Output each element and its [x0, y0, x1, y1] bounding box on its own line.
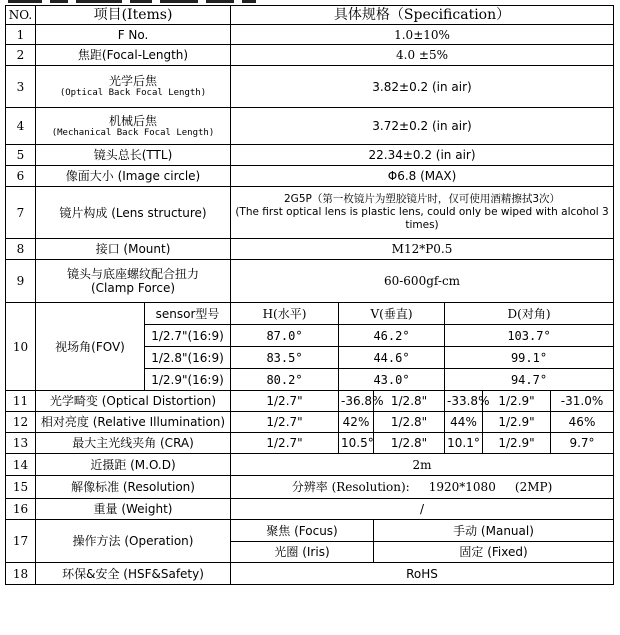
fov-head-v: V(垂直): [339, 303, 445, 325]
spec-value: 3.82±0.2 (in air): [231, 66, 614, 108]
row-1: [6, 25, 614, 45]
spec-value: 4.0 ±5%: [231, 45, 614, 66]
sensor-cell: 1/2.7": [231, 433, 339, 454]
fov-sensor: 1/2.9"(16:9): [145, 369, 231, 391]
row-8: [6, 239, 614, 260]
row-18: [6, 563, 614, 585]
spec-value: 2m: [231, 454, 614, 476]
item-label-en: (Clamp Force): [90, 281, 176, 295]
item-label: 镜头总长(TTL): [36, 145, 231, 166]
fov-h: 87.0°: [231, 325, 339, 347]
spec-value: 3.72±0.2 (in air): [231, 108, 614, 145]
row-3: [6, 66, 614, 108]
header-row: [6, 6, 614, 25]
item-label: 操作方法 (Operation): [36, 520, 231, 563]
row-no: 16: [6, 499, 36, 520]
spec-value: M12*P0.5: [231, 239, 614, 260]
sensor-cell: 1/2.7": [231, 412, 339, 433]
row-2: [6, 45, 614, 66]
spec-value: [231, 476, 614, 499]
fov-v: 44.6°: [339, 347, 445, 369]
spec-table: [5, 5, 614, 585]
row-4: [6, 108, 614, 145]
sensor-cell: 1/2.9": [483, 412, 551, 433]
iris-value: 固定 (Fixed): [374, 542, 614, 563]
value-cell: -33.8%: [445, 391, 483, 412]
fov-v: 46.2°: [339, 325, 445, 347]
header-no: NO.: [6, 6, 36, 25]
row-7: [6, 187, 614, 239]
fov-head-h: H(水平): [231, 303, 339, 325]
item-label: 光学畸变 (Optical Distortion): [36, 391, 231, 412]
resolution-label: 分辨率 (Resolution):: [291, 480, 410, 494]
item-label-en: (Mechanical Back Focal Length): [51, 127, 215, 138]
row-no: 7: [6, 187, 36, 239]
row-no: 15: [6, 476, 36, 499]
fov-sensor: 1/2.7"(16:9): [145, 325, 231, 347]
row-no: 8: [6, 239, 36, 260]
item-label: F No.: [36, 25, 231, 45]
item-label: 镜片构成 (Lens structure): [36, 187, 231, 239]
row-no: 3: [6, 66, 36, 108]
row-16: [6, 499, 614, 520]
value-cell: -36.8%: [339, 391, 374, 412]
value-cell: 42%: [339, 412, 374, 433]
row-no: 18: [6, 563, 36, 585]
row-no: 17: [6, 520, 36, 563]
spec-value-cn: 2G5P（第一枚镜片为塑胶镜片时，仅可使用酒精擦拭3次）: [284, 193, 561, 205]
row-no: 4: [6, 108, 36, 145]
row-9: [6, 260, 614, 303]
row-no: 14: [6, 454, 36, 476]
fov-head-sensor: sensor型号: [145, 303, 231, 325]
value-cell: -31.0%: [551, 391, 614, 412]
header-items: 项目(Items): [36, 6, 231, 25]
row-5: [6, 145, 614, 166]
sensor-cell: 1/2.9": [483, 433, 551, 454]
fov-d: 103.7°: [445, 325, 614, 347]
item-label-cn: 光学后焦: [109, 74, 158, 88]
row-14: [6, 454, 614, 476]
sensor-cell: 1/2.8": [374, 433, 445, 454]
row-6: [6, 166, 614, 187]
spec-value: Φ6.8 (MAX): [231, 166, 614, 187]
item-label: [36, 260, 231, 303]
spec-value: 1.0±10%: [231, 25, 614, 45]
resolution-mp: (2MP): [514, 480, 553, 494]
item-label: 像面大小 (Image circle): [36, 166, 231, 187]
value-cell: 9.7°: [551, 433, 614, 454]
item-label-en: (Optical Back Focal Length): [59, 88, 207, 98]
item-label: 接口 (Mount): [36, 239, 231, 260]
spec-value: 22.34±0.2 (in air): [231, 145, 614, 166]
row-no: 10: [6, 303, 36, 391]
row-12: [6, 412, 614, 433]
item-label: 解像标准 (Resolution): [36, 476, 231, 499]
cropped-text-strip: [0, 0, 620, 4]
row-no: 11: [6, 391, 36, 412]
row-no: 9: [6, 260, 36, 303]
fov-h: 83.5°: [231, 347, 339, 369]
item-label: 重量 (Weight): [36, 499, 231, 520]
row-no: 5: [6, 145, 36, 166]
item-label: 相对亮度 (Relative Illumination): [36, 412, 231, 433]
spec-value: [231, 187, 614, 239]
item-label: [36, 108, 231, 145]
fov-sensor: 1/2.8"(16:9): [145, 347, 231, 369]
fov-h: 80.2°: [231, 369, 339, 391]
sensor-cell: 1/2.9": [483, 391, 551, 412]
fov-d: 94.7°: [445, 369, 614, 391]
value-cell: 46%: [551, 412, 614, 433]
spec-value-en: (The first optical lens is plastic lens, could only be wiped with alcohol 3 times): [235, 206, 609, 231]
row-no: 1: [6, 25, 36, 45]
spec-value: 60-600gf-cm: [231, 260, 614, 303]
row-17: [6, 520, 614, 542]
row-no: 13: [6, 433, 36, 454]
spec-value: RoHS: [231, 563, 614, 585]
row-11: [6, 391, 614, 412]
item-label: 焦距(Focal-Length): [36, 45, 231, 66]
focus-value: 手动 (Manual): [374, 520, 614, 542]
row-13: [6, 433, 614, 454]
item-label: 近摄距 (M.O.D): [36, 454, 231, 476]
header-spec: 具体规格（Specification）: [231, 6, 614, 25]
value-cell: 10.5°: [339, 433, 374, 454]
sensor-cell: 1/2.8": [374, 391, 445, 412]
item-label: [36, 66, 231, 108]
iris-label: 光圈 (Iris): [231, 542, 374, 563]
spec-value: /: [231, 499, 614, 520]
row-no: 6: [6, 166, 36, 187]
row-10: [6, 303, 614, 325]
resolution-value: 1920*1080: [428, 480, 496, 494]
fov-v: 43.0°: [339, 369, 445, 391]
item-label: 最大主光线夹角 (CRA): [36, 433, 231, 454]
item-label: 视场角(FOV): [36, 303, 145, 391]
row-15: [6, 476, 614, 499]
value-cell: 10.1°: [445, 433, 483, 454]
item-label-cn: 镜头与底座螺纹配合扭力: [67, 267, 200, 281]
row-no: 12: [6, 412, 36, 433]
item-label-cn: 机械后焦: [109, 113, 158, 128]
fov-head-d: D(对角): [445, 303, 614, 325]
row-no: 2: [6, 45, 36, 66]
focus-label: 聚焦 (Focus): [231, 520, 374, 542]
item-label: 环保&安全 (HSF&Safety): [36, 563, 231, 585]
sensor-cell: 1/2.8": [374, 412, 445, 433]
value-cell: 44%: [445, 412, 483, 433]
sensor-cell: 1/2.7": [231, 391, 339, 412]
fov-d: 99.1°: [445, 347, 614, 369]
